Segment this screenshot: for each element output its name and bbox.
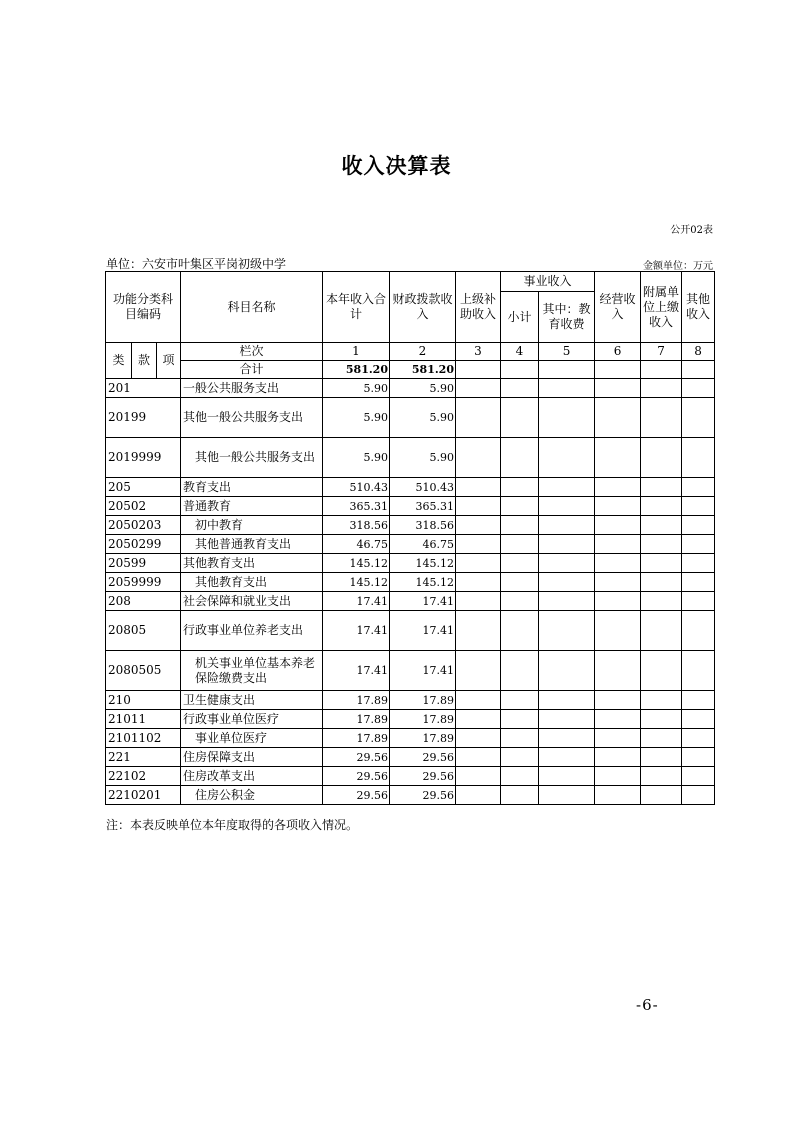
table-row [106, 438, 715, 478]
row-code: 22102 [106, 767, 181, 786]
row-code: 201 [106, 379, 181, 398]
empty-cell [595, 786, 641, 805]
row-name: 住房保障支出 [181, 748, 323, 767]
empty-cell [641, 611, 682, 651]
row-fiscal: 17.89 [390, 729, 456, 748]
empty-cell [682, 592, 715, 611]
row-total: 365.31 [323, 497, 390, 516]
row-total: 145.12 [323, 554, 390, 573]
empty-cell [682, 710, 715, 729]
row-code: 2059999 [106, 573, 181, 592]
row-fiscal: 29.56 [390, 767, 456, 786]
empty-cell [641, 691, 682, 710]
row-code: 2080505 [106, 651, 181, 691]
row-total: 46.75 [323, 535, 390, 554]
empty-cell [456, 611, 501, 651]
row-name: 机关事业单位基本养老保险缴费支出 [181, 651, 323, 691]
page-title: 收入决算表 [341, 154, 452, 178]
empty-cell [595, 611, 641, 651]
empty-cell [595, 729, 641, 748]
header-fiscal: 财政拨款收入 [390, 272, 456, 343]
empty-cell [501, 379, 539, 398]
empty-cell [539, 786, 595, 805]
empty-cell [456, 398, 501, 438]
empty-cell [501, 573, 539, 592]
empty-cell [456, 691, 501, 710]
row-name: 社会保障和就业支出 [181, 592, 323, 611]
row-total: 29.56 [323, 767, 390, 786]
row-code: 2050299 [106, 535, 181, 554]
empty-cell [501, 438, 539, 478]
empty-cell [595, 398, 641, 438]
empty-cell [539, 554, 595, 573]
table-row [106, 535, 715, 554]
empty-cell [595, 710, 641, 729]
empty-cell [539, 497, 595, 516]
empty-cell [456, 767, 501, 786]
empty-cell [456, 651, 501, 691]
empty-cell [641, 767, 682, 786]
empty-cell [641, 651, 682, 691]
empty-cell [682, 767, 715, 786]
empty-cell [641, 497, 682, 516]
total-label: 合计 [181, 361, 323, 379]
empty-cell [682, 398, 715, 438]
row-fiscal: 17.41 [390, 651, 456, 691]
row-total: 17.89 [323, 691, 390, 710]
empty-cell [682, 691, 715, 710]
row-code: 210 [106, 691, 181, 710]
row-fiscal: 5.90 [390, 379, 456, 398]
row-name: 教育支出 [181, 478, 323, 497]
row-fiscal: 17.89 [390, 710, 456, 729]
empty-cell [501, 592, 539, 611]
table-row [106, 592, 715, 611]
empty-cell [641, 398, 682, 438]
row-fiscal: 145.12 [390, 573, 456, 592]
row-code: 20502 [106, 497, 181, 516]
table-row [106, 786, 715, 805]
amount-unit: 金额单位：万元 [643, 261, 713, 272]
table-row [106, 497, 715, 516]
empty-cell [501, 497, 539, 516]
row-name: 住房公积金 [181, 786, 323, 805]
row-fiscal: 17.41 [390, 611, 456, 651]
empty-cell [456, 478, 501, 497]
row-code: 2101102 [106, 729, 181, 748]
table-row [106, 554, 715, 573]
table-row [106, 748, 715, 767]
row-code: 208 [106, 592, 181, 611]
empty-cell [501, 651, 539, 691]
table-row [106, 729, 715, 748]
empty-cell [682, 748, 715, 767]
form-number: 公开02表 [670, 225, 713, 236]
empty-cell [641, 710, 682, 729]
empty-cell [456, 729, 501, 748]
empty-cell [595, 573, 641, 592]
empty-cell [456, 497, 501, 516]
empty-cell [501, 535, 539, 554]
empty-cell [595, 554, 641, 573]
empty-cell [641, 379, 682, 398]
empty-cell [641, 438, 682, 478]
empty-cell [641, 748, 682, 767]
empty-cell [595, 535, 641, 554]
empty-cell [539, 691, 595, 710]
empty-cell [501, 554, 539, 573]
total-fiscal: 581.20 [390, 361, 456, 379]
empty-cell [501, 710, 539, 729]
empty-cell [682, 611, 715, 651]
empty-cell [641, 592, 682, 611]
empty-cell [641, 478, 682, 497]
table-row [106, 611, 715, 651]
empty-cell [456, 379, 501, 398]
row-fiscal: 318.56 [390, 516, 456, 535]
row-total: 17.41 [323, 592, 390, 611]
empty-cell [539, 438, 595, 478]
empty-cell [682, 786, 715, 805]
empty-cell [539, 767, 595, 786]
empty-cell [539, 651, 595, 691]
row-name: 其他一般公共服务支出 [181, 398, 323, 438]
empty-cell [682, 497, 715, 516]
header-edu-fee: 其中：教育收费 [539, 292, 595, 343]
empty-cell [456, 573, 501, 592]
col-num: 8 [682, 343, 715, 361]
row-total: 17.41 [323, 651, 390, 691]
empty-cell [682, 729, 715, 748]
row-name: 其他教育支出 [181, 554, 323, 573]
row-fiscal: 29.56 [390, 748, 456, 767]
table-row [106, 651, 715, 691]
empty-cell [595, 748, 641, 767]
row-name: 其他普通教育支出 [181, 535, 323, 554]
row-code: 20199 [106, 398, 181, 438]
row-total: 510.43 [323, 478, 390, 497]
empty-cell [682, 554, 715, 573]
row-fiscal: 17.89 [390, 691, 456, 710]
header-other: 其他收入 [682, 272, 715, 343]
col-num: 2 [390, 343, 456, 361]
row-name: 普通教育 [181, 497, 323, 516]
empty-cell [539, 478, 595, 497]
empty-cell [501, 748, 539, 767]
row-code: 2050203 [106, 516, 181, 535]
header-xiang: 项 [157, 343, 181, 379]
empty-cell [456, 786, 501, 805]
row-total: 17.41 [323, 611, 390, 651]
row-fiscal: 510.43 [390, 478, 456, 497]
row-total: 145.12 [323, 573, 390, 592]
row-name: 行政事业单位医疗 [181, 710, 323, 729]
row-name: 卫生健康支出 [181, 691, 323, 710]
row-code: 205 [106, 478, 181, 497]
row-code: 2019999 [106, 438, 181, 478]
table-note: 注：本表反映单位本年度取得的各项收入情况。 [106, 818, 359, 832]
table-row [106, 398, 715, 438]
header-operating: 经营收入 [595, 272, 641, 343]
col-num: 6 [595, 343, 641, 361]
empty-cell [595, 691, 641, 710]
empty-cell [595, 438, 641, 478]
row-name: 住房改革支出 [181, 767, 323, 786]
table-row [106, 691, 715, 710]
empty-cell [456, 535, 501, 554]
empty-cell [539, 748, 595, 767]
empty-cell [595, 592, 641, 611]
col-num: 1 [323, 343, 390, 361]
row-name: 一般公共服务支出 [181, 379, 323, 398]
row-total: 5.90 [323, 379, 390, 398]
empty-cell [539, 379, 595, 398]
empty-cell [501, 516, 539, 535]
empty-cell [501, 478, 539, 497]
col-num: 3 [456, 343, 501, 361]
row-total: 17.89 [323, 710, 390, 729]
row-fiscal: 365.31 [390, 497, 456, 516]
empty-cell [456, 438, 501, 478]
row-code: 221 [106, 748, 181, 767]
empty-cell [456, 554, 501, 573]
row-code: 20805 [106, 611, 181, 651]
row-name: 事业单位医疗 [181, 729, 323, 748]
row-total: 29.56 [323, 786, 390, 805]
empty-cell [682, 478, 715, 497]
empty-cell [539, 398, 595, 438]
empty-cell [456, 710, 501, 729]
empty-cell [641, 573, 682, 592]
empty-cell [501, 729, 539, 748]
empty-cell [539, 611, 595, 651]
row-total: 29.56 [323, 748, 390, 767]
row-fiscal: 5.90 [390, 438, 456, 478]
col-num: 4 [501, 343, 539, 361]
table-row [106, 516, 715, 535]
empty-cell [595, 651, 641, 691]
empty-cell [682, 535, 715, 554]
empty-cell [456, 748, 501, 767]
row-fiscal: 5.90 [390, 398, 456, 438]
empty-cell [456, 592, 501, 611]
empty-cell [641, 554, 682, 573]
empty-cell [595, 516, 641, 535]
row-total: 5.90 [323, 398, 390, 438]
empty-cell [682, 573, 715, 592]
empty-cell [595, 478, 641, 497]
row-fiscal: 145.12 [390, 554, 456, 573]
empty-cell [641, 535, 682, 554]
row-fiscal: 46.75 [390, 535, 456, 554]
empty-cell [501, 786, 539, 805]
row-total: 17.89 [323, 729, 390, 748]
empty-cell [539, 535, 595, 554]
row-code: 21011 [106, 710, 181, 729]
header-code: 功能分类科目编码 [106, 272, 181, 343]
empty-cell [641, 516, 682, 535]
empty-cell [539, 710, 595, 729]
empty-cell [595, 497, 641, 516]
row-fiscal: 17.41 [390, 592, 456, 611]
row-name: 其他教育支出 [181, 573, 323, 592]
empty-cell [682, 379, 715, 398]
row-total: 318.56 [323, 516, 390, 535]
row-name: 初中教育 [181, 516, 323, 535]
reporting-unit: 单位：六安市叶集区平岗初级中学 [106, 257, 287, 271]
row-fiscal: 29.56 [390, 786, 456, 805]
empty-cell [539, 573, 595, 592]
header-kuan: 款 [132, 343, 157, 379]
table-row [106, 573, 715, 592]
empty-cell [539, 516, 595, 535]
empty-cell [501, 691, 539, 710]
empty-cell [682, 651, 715, 691]
empty-cell [595, 379, 641, 398]
header-superior: 上级补助收入 [456, 272, 501, 343]
table-row [106, 767, 715, 786]
total-row [106, 361, 715, 379]
empty-cell [641, 786, 682, 805]
empty-cell [539, 592, 595, 611]
empty-cell [501, 767, 539, 786]
table-row [106, 379, 715, 398]
empty-cell [501, 611, 539, 651]
header-name: 科目名称 [181, 272, 323, 343]
empty-cell [682, 438, 715, 478]
empty-cell [641, 729, 682, 748]
col-num: 5 [539, 343, 595, 361]
empty-cell [501, 398, 539, 438]
page-number: -6- [636, 996, 659, 1014]
empty-cell [682, 516, 715, 535]
total-amount: 581.20 [323, 361, 390, 379]
row-total: 5.90 [323, 438, 390, 478]
row-code: 2210201 [106, 786, 181, 805]
empty-cell [539, 729, 595, 748]
header-affiliated: 附属单位上缴收入 [641, 272, 682, 343]
income-table [105, 271, 715, 805]
empty-cell [456, 516, 501, 535]
header-business: 事业收入 [501, 272, 595, 292]
row-name: 行政事业单位养老支出 [181, 611, 323, 651]
empty-cell [595, 767, 641, 786]
header-subtotal: 小计 [501, 292, 539, 343]
table-row [106, 710, 715, 729]
header-lanci: 栏次 [181, 343, 323, 361]
header-lei: 类 [106, 343, 132, 379]
table-row [106, 478, 715, 497]
row-code: 20599 [106, 554, 181, 573]
row-name: 其他一般公共服务支出 [181, 438, 323, 478]
header-total: 本年收入合计 [323, 272, 390, 343]
col-num: 7 [641, 343, 682, 361]
